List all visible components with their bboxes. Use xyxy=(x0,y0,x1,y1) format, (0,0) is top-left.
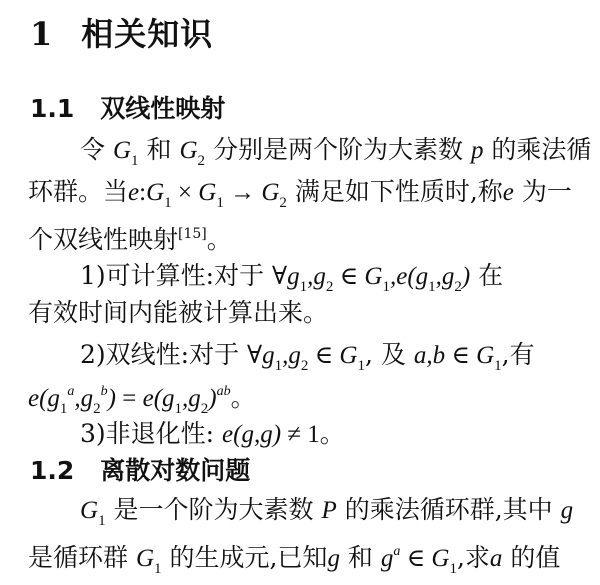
text-span: 。 xyxy=(206,225,232,254)
text-span: 2)双线性:对于 xyxy=(80,340,240,369)
subsection-title: 双线性映射 xyxy=(100,94,226,123)
math-ab-in-G1: a,b ∈ $G_1$ xyxy=(413,342,502,374)
text-span: 是循环群 xyxy=(28,543,129,572)
paragraph-1-line-3 xyxy=(28,218,232,256)
math-ga-in-G1: $g^a$ ∈ $G_1$ xyxy=(380,544,457,577)
text-span: 为一 xyxy=(521,177,572,206)
paragraph-2-line-1 xyxy=(80,494,573,537)
math-G2: $G_2$ xyxy=(179,137,206,169)
text-span: ,有 xyxy=(501,340,535,369)
subsection-number: 1.1 xyxy=(30,94,75,123)
math-a: a xyxy=(489,545,503,572)
subsection-heading-1-1 xyxy=(30,93,225,125)
property-1-line-2 xyxy=(28,297,328,329)
citation: [15] xyxy=(178,226,207,242)
math-nondegenerate: e(g,g) ≠ 1 xyxy=(222,421,320,448)
math-g: g xyxy=(560,497,574,524)
text-span: 。 xyxy=(230,383,256,412)
property-3 xyxy=(80,418,345,451)
subsection-heading-1-2 xyxy=(30,455,250,487)
math-forall-g1g2-in-G1: $\forall g_1,g_2$ ∈ $G_1,e(g_1,g_2)$ xyxy=(272,263,471,295)
math-G1: $G_1$ xyxy=(80,497,106,529)
text-span: 有效时间内能被计算出来。 xyxy=(28,298,329,327)
text-span: 1)可计算性:对于 xyxy=(80,261,265,290)
text-span: 在 xyxy=(478,261,504,290)
text-span: 的生成元,已知 xyxy=(169,543,328,572)
math-forall-g1g2-in-G1: $\forall g_1,g_2$ ∈ $G_1$ xyxy=(247,342,365,374)
text-span: 。 xyxy=(319,419,345,448)
section-number: 1 xyxy=(30,15,54,53)
section-title: 相关知识 xyxy=(81,15,214,53)
paragraph-1-line-2 xyxy=(28,176,572,219)
subsection-number: 1.2 xyxy=(30,456,75,485)
text-span: 的乘法循环群,其中 xyxy=(344,495,553,524)
text-span: 是一个阶为大素数 xyxy=(113,495,314,524)
text-span: 和 xyxy=(146,135,172,164)
paragraph-2-line-2 xyxy=(28,536,560,585)
math-bilinear-equation: $e(g_1^a,g_2^b) = e(g_1,g_2)^{ab}$ xyxy=(28,384,231,417)
text-span: 令 xyxy=(80,135,106,164)
text-span: 个双线性映射 xyxy=(28,225,179,254)
subsection-title: 离散对数问题 xyxy=(100,456,251,485)
text-span: 的乘法循 xyxy=(491,135,592,164)
text-span: ,求 xyxy=(456,543,490,572)
math-p: p xyxy=(470,137,484,164)
paragraph-1-line-1 xyxy=(80,134,591,177)
math-mapping: $e:G_1 \times G_1 \to G_2$ xyxy=(128,179,287,211)
math-G1: $G_1$ xyxy=(135,545,162,577)
text-span: , 及 xyxy=(364,340,406,369)
text-span: 3)非退化性: xyxy=(80,419,215,448)
text-span: 环群。当 xyxy=(28,177,129,206)
text-span: 分别是两个阶为大素数 xyxy=(212,135,463,164)
section-heading xyxy=(30,15,214,53)
math-e: e xyxy=(502,179,514,206)
text-span: 的值 xyxy=(510,543,561,572)
math-g: g xyxy=(327,545,340,572)
math-P: P xyxy=(321,497,337,524)
text-span: 和 xyxy=(347,543,373,572)
math-G1: $G_1$ xyxy=(112,137,139,169)
text-span: 满足如下性质时,称 xyxy=(294,177,503,206)
